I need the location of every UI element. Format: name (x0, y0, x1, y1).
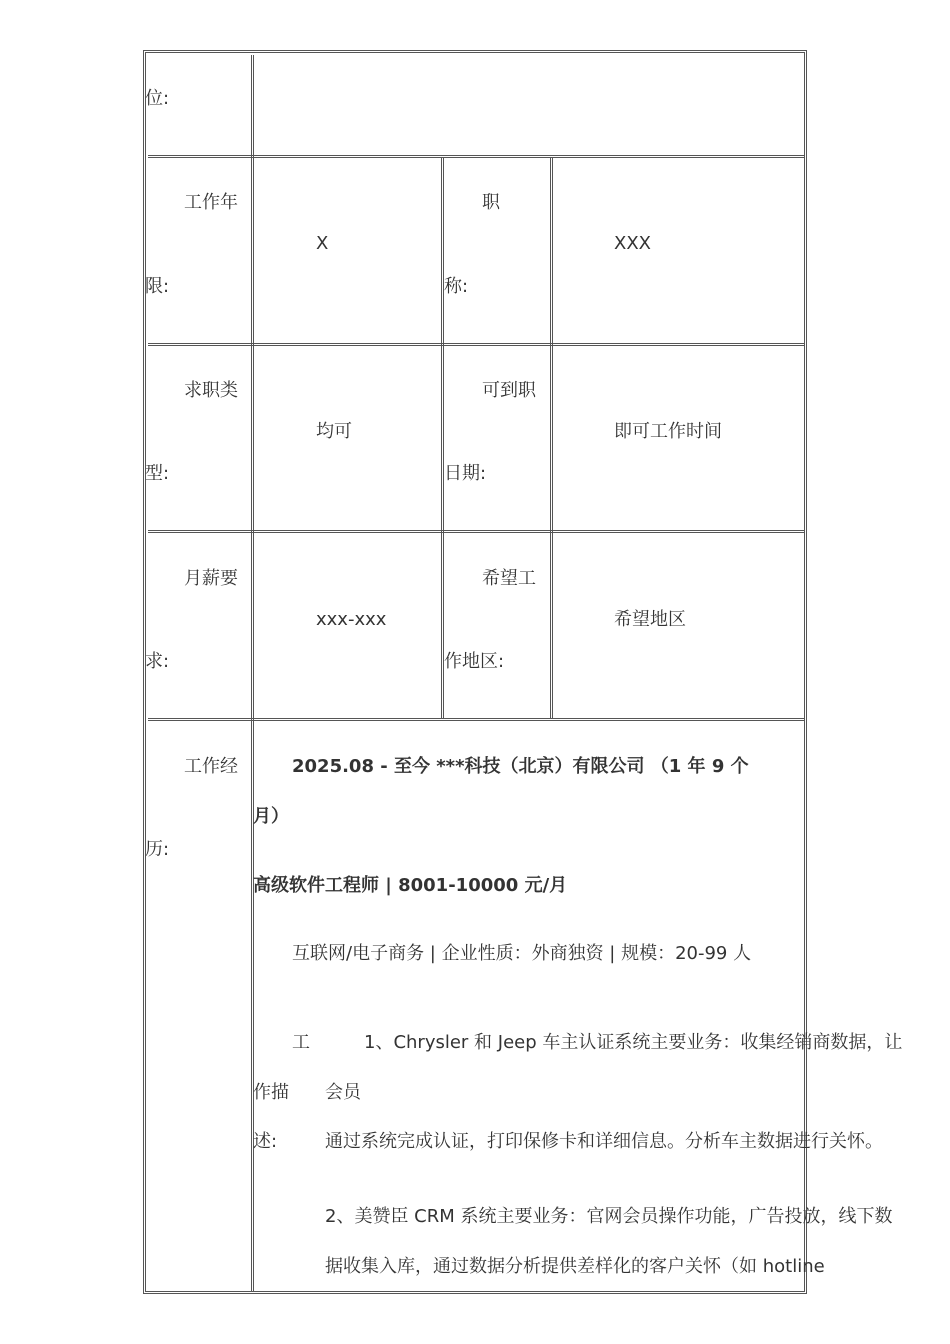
available-label-part2: 日期: (444, 463, 487, 484)
job-description-item-1: 1、Chrysler 和 Jeep 车主认证系统主要业务：收集经销商数据，让 (364, 1032, 903, 1053)
job-description-label-part1: 工 (292, 1032, 310, 1053)
experience-label-part2: 历: (145, 839, 170, 860)
salary-label-part1: 月薪要 (184, 568, 238, 589)
job-type-label-part2: 型: (145, 463, 170, 484)
column-divider (251, 55, 254, 1291)
row-divider (148, 343, 804, 346)
title-label-part2: 称: (444, 276, 469, 297)
title-value: XXX (614, 233, 651, 254)
salary-label-part2: 求: (145, 651, 170, 672)
region-label-part1: 希望工 (482, 568, 536, 589)
available-label-part1: 可到职 (482, 380, 536, 401)
row-divider (148, 718, 804, 721)
experience-label-part1: 工作经 (184, 756, 238, 777)
job-type-value: 均可 (316, 421, 352, 442)
position-label: 位: (145, 88, 170, 109)
job-description-label-part2: 作描 (253, 1082, 289, 1103)
region-label-part2: 作地区: (444, 651, 505, 672)
row-divider (148, 530, 804, 533)
row-divider (148, 155, 804, 158)
job-description-item-2: 2、美赞臣 CRM 系统主要业务：官网会员操作功能，广告投放，线下数 (325, 1206, 893, 1227)
column-divider (441, 157, 444, 719)
title-label-part1: 职 (482, 192, 500, 213)
column-divider (550, 157, 553, 719)
salary-value: xxx-xxx (316, 609, 387, 630)
available-value: 即可工作时间 (614, 421, 722, 442)
job-description-item-1-cont2: 通过系统完成认证，打印保修卡和详细信息。分析车主数据进行关怀。 (325, 1131, 883, 1152)
years-label-part2: 限: (145, 276, 170, 297)
experience-period-company-cont: 月） (253, 806, 289, 827)
years-value: X (316, 233, 329, 254)
years-label-part1: 工作年 (184, 192, 238, 213)
job-type-label-part1: 求职类 (184, 380, 238, 401)
experience-company-info: 互联网/电子商务 | 企业性质：外商独资 | 规模：20-99 人 (292, 943, 752, 964)
job-description-item-2-cont: 据收集入库，通过数据分析提供差样化的客户关怀（如 hotline (325, 1256, 825, 1277)
job-description-label-part3: 述: (253, 1131, 278, 1152)
job-description-item-1-cont: 会员 (325, 1082, 361, 1103)
region-value: 希望地区 (614, 609, 686, 630)
experience-role-salary: 高级软件工程师 | 8001-10000 元/月 (253, 875, 568, 896)
experience-period-company: 2025.08 - 至今 ***科技（北京）有限公司 （1 年 9 个 (292, 756, 749, 777)
